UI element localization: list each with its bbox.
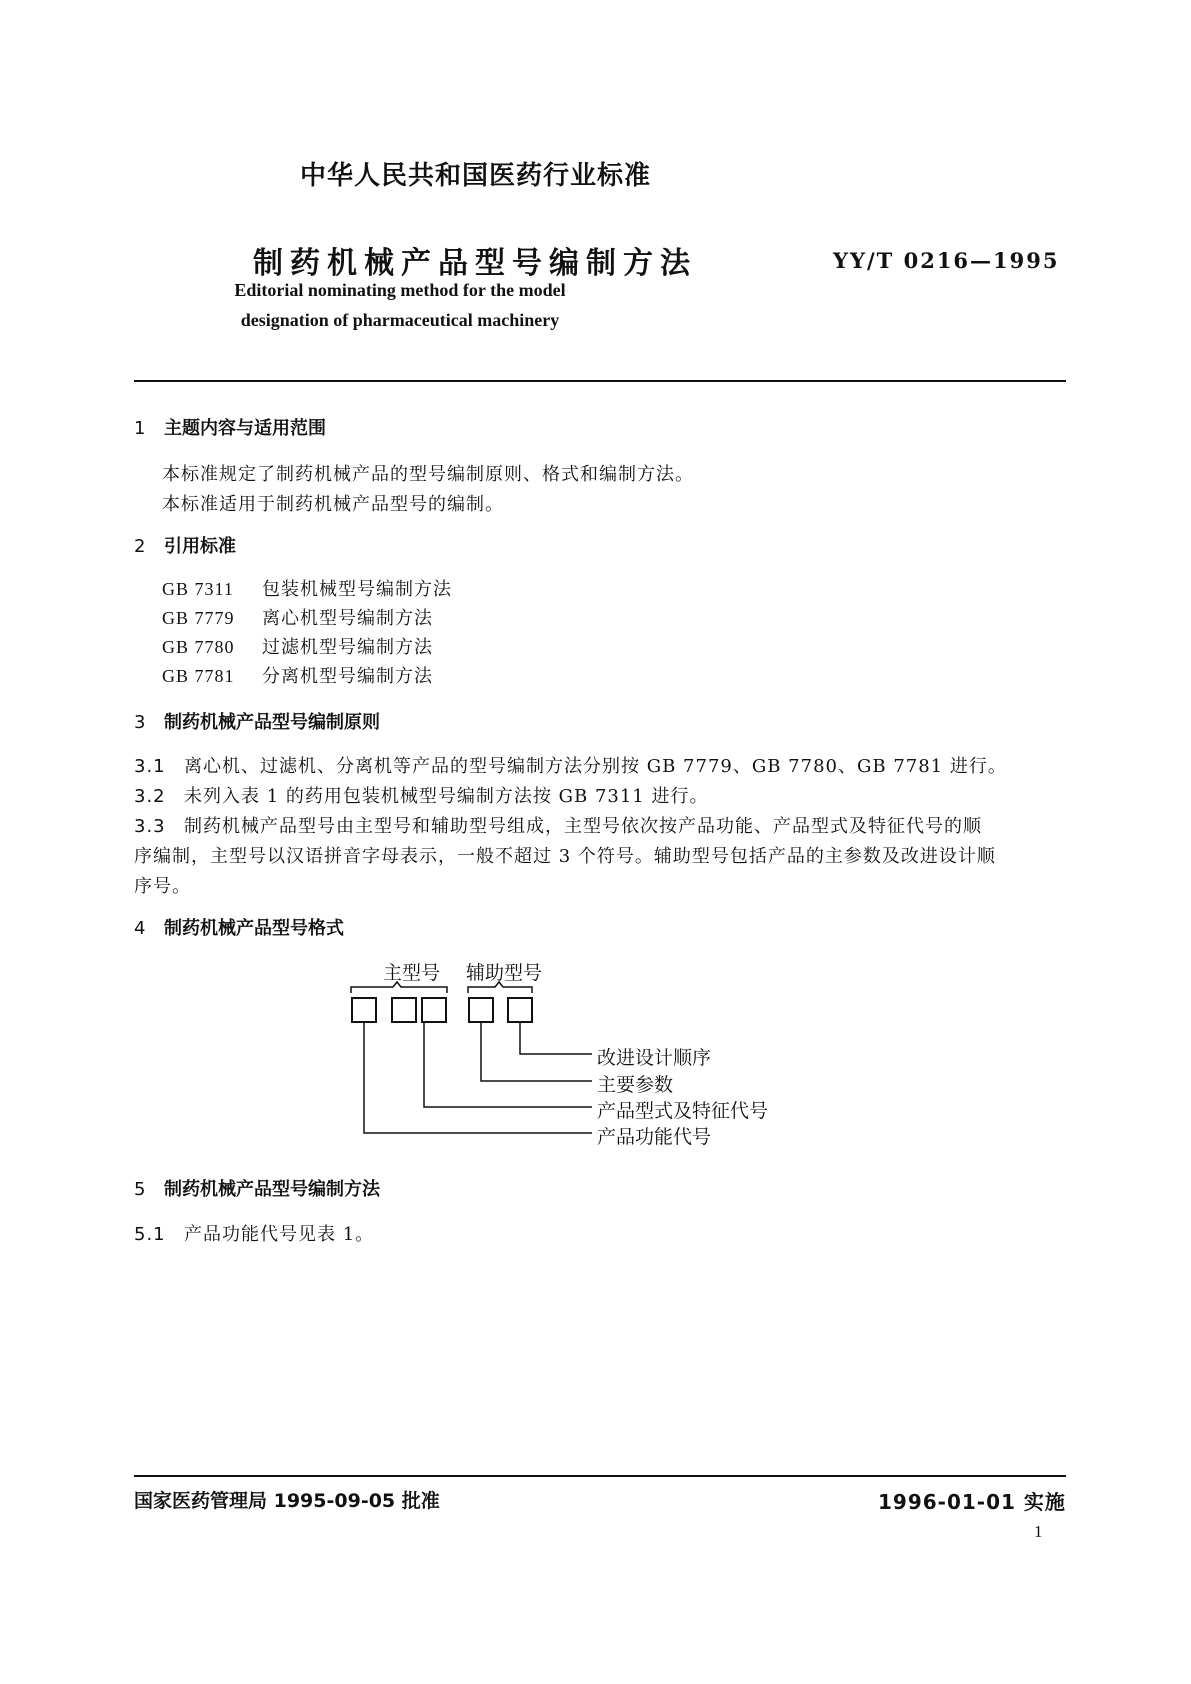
section-number: 4 [134,918,146,939]
main-model-brace [351,982,447,993]
reference-name: 包装机械型号编制方法 [262,579,452,600]
diagram-label-main-parameter: 主要参数 [597,1074,674,1096]
leader-line [520,1023,592,1054]
clause-text: 未列入表 1 的药用包装机械型号编制方法按 GB 7311 进行。 [184,786,709,807]
section-5-heading [134,1175,380,1201]
section-number: 2 [134,536,146,557]
leader-line [424,1023,592,1107]
model-code-box [351,997,377,1023]
document-title-en-line2: designation of pharmaceutical machinery [240,310,560,330]
clause-5-1 [134,1220,374,1246]
reference-name: 离心机型号编制方法 [262,608,433,629]
section-title: 制药机械产品型号格式 [164,918,344,939]
reference-code: GB 7780 [162,637,235,657]
diagram-label-improvement-seq: 改进设计顺序 [597,1047,712,1069]
section-number: 3 [134,712,146,733]
section-title: 引用标准 [164,536,236,557]
clause-text: 产品功能代号见表 1。 [184,1224,375,1245]
diagram-label-function-code: 产品功能代号 [597,1126,712,1148]
section-1-paragraph-1: 本标准规定了制药机械产品的型号编制原则、格式和编制方法。 [162,464,694,485]
reference-name: 过滤机型号编制方法 [262,637,433,658]
standard-code: YY/T 0216—1995 [833,248,1060,273]
leader-line [364,1023,592,1133]
leader-line [481,1023,592,1081]
main-model-label: 主型号 [383,962,441,984]
standard-organization: 中华人民共和国医药行业标准 [300,161,652,191]
section-number: 1 [134,418,146,439]
clause-3-3-line-3: 序号。 [134,876,191,897]
reference-code: GB 7311 [162,579,234,599]
section-number: 5 [134,1179,146,1200]
auxiliary-model-label: 辅助型号 [466,962,543,984]
clause-text: 制药机械产品型号由主型号和辅助型号组成，主型号依次按产品功能、产品型式及特征代号的顺 [184,816,982,837]
reference-code: GB 7779 [162,608,235,628]
section-title: 制药机械产品型号编制方法 [164,1179,380,1200]
section-title: 制药机械产品型号编制原则 [164,712,380,733]
diagram-label-type-feature-code: 产品型式及特征代号 [597,1100,769,1122]
document-title-en-line1: Editorial nominating method for the model [234,280,566,300]
footer-rule [134,1475,1066,1477]
effective-date: 1996-01-01 实施 [878,1490,1066,1514]
reference-code: GB 7781 [162,666,235,686]
model-code-box [507,997,533,1023]
model-code-box [391,997,417,1023]
clause-number: 3.3 [134,816,166,837]
reference-name: 分离机型号编制方法 [262,666,433,687]
clause-3-3-line-2: 序编制，主型号以汉语拼音字母表示，一般不超过 3 个符号。辅助型号包括产品的主参数及改进设计顺 [134,846,996,867]
section-1-paragraph-2: 本标准适用于制药机械产品型号的编制。 [162,494,504,515]
page-number: 1 [1034,1522,1043,1541]
model-code-box [468,997,494,1023]
approval-statement: 国家医药管理局 1995-09-05 批准 [134,1490,440,1512]
clause-text: 离心机、过滤机、分离机等产品的型号编制方法分别按 GB 7779、GB 7780、GB 7781 进行。 [184,756,1007,777]
auxiliary-model-brace [468,982,532,993]
clause-number: 3.2 [134,786,166,807]
document-title-cn: 制药机械产品型号编制方法 [253,246,697,281]
clause-number: 3.1 [134,756,166,777]
clause-number: 5.1 [134,1224,166,1245]
model-code-box [421,997,447,1023]
section-title: 主题内容与适用范围 [164,418,326,439]
